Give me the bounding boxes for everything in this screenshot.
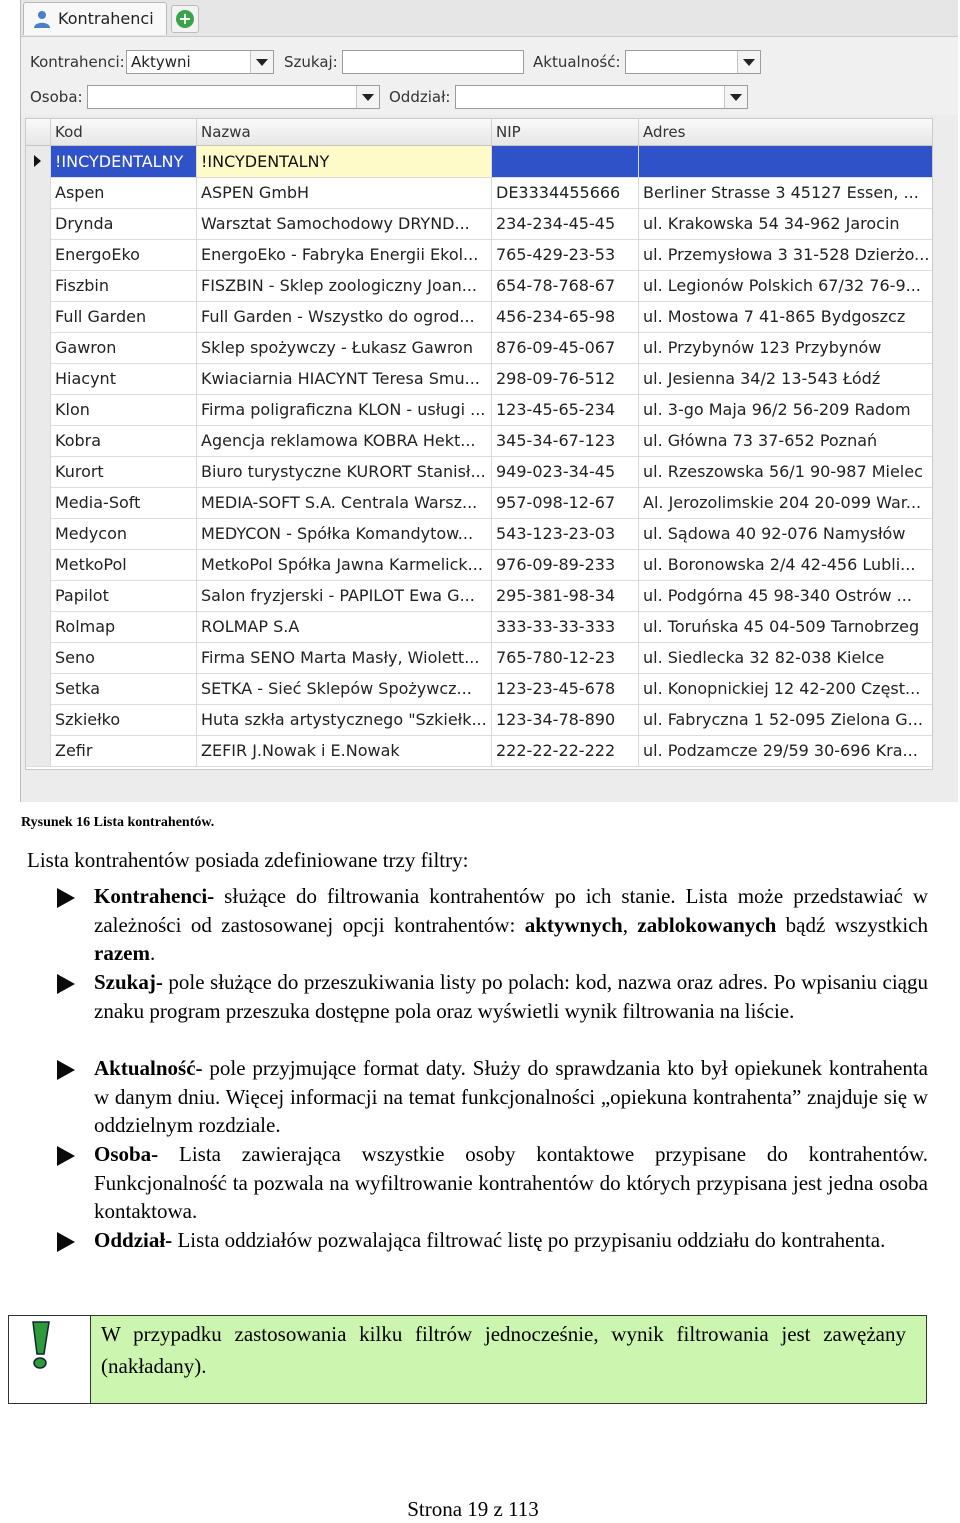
grid-cell[interactable]	[638, 394, 933, 425]
cell-text: FISZBIN - Sklep zoologiczny Joan...	[201, 276, 478, 295]
cell-text: 957-098-12-67	[496, 493, 616, 512]
cell-text: ul. Legionów Polskich 67/32 76-9...	[643, 276, 921, 295]
cell-text: 123-34-78-890	[496, 710, 616, 729]
tab-bar	[21, 0, 958, 36]
cell-text: Medycon	[55, 524, 127, 543]
szukaj-label: Szukaj:	[284, 53, 338, 71]
grid-cell[interactable]	[196, 642, 491, 673]
cell-text: ul. 3-go Maja 96/2 56-209 Radom	[643, 400, 911, 419]
grid-cell[interactable]	[50, 394, 196, 425]
grid-cell[interactable]	[638, 611, 933, 642]
tab-kontrahenci[interactable]	[23, 2, 167, 35]
grid-cell[interactable]	[491, 704, 638, 735]
table-row[interactable]	[26, 487, 932, 519]
row-header[interactable]	[26, 611, 51, 642]
cell-text: Klon	[55, 400, 90, 419]
grid-cell[interactable]	[196, 425, 491, 456]
row-header[interactable]	[26, 487, 51, 518]
cell-text: 234-234-45-45	[496, 214, 616, 233]
grid-cell[interactable]	[50, 611, 196, 642]
grid-cell[interactable]	[638, 146, 933, 177]
cell-text: Rolmap	[55, 617, 116, 636]
grid-cell[interactable]	[196, 611, 491, 642]
grid-cell[interactable]	[638, 301, 933, 332]
term: Aktualność-	[94, 1056, 203, 1080]
description: Lista oddziałów pozwalająca filtrować listę po przypisaniu oddziału do kontrahenta.	[172, 1228, 886, 1252]
cell-text: Agencja reklamowa KOBRA Hekt...	[201, 431, 476, 450]
cell-text: Huta szkła artystycznego "Szkiełk...	[201, 710, 487, 729]
grid-cell[interactable]	[491, 642, 638, 673]
table-row[interactable]	[26, 146, 932, 178]
list-item	[54, 1226, 928, 1283]
page-footer: Strona 19 z 113	[407, 1497, 539, 1521]
grid-cell[interactable]	[196, 580, 491, 611]
grid-cell[interactable]	[50, 332, 196, 363]
grid-cell[interactable]	[50, 456, 196, 487]
list-item	[54, 1054, 928, 1140]
table-row[interactable]	[26, 208, 932, 240]
osoba-label: Osoba:	[30, 88, 83, 106]
description: Lista zawierająca wszystkie osoby kontaktowe przypisane do kontrahentów. Funkcjonalność ta pozwala na wyfiltrowanie kontrahentów do których przypisana jest jedna osoba kontaktowa.	[94, 1142, 928, 1223]
cell-text: Gawron	[55, 338, 117, 357]
grid-cell[interactable]	[50, 673, 196, 704]
grid-cell[interactable]	[491, 673, 638, 704]
column-header-label: Kod	[55, 123, 83, 141]
cell-text: Warsztat Samochodowy DRYND...	[201, 214, 470, 233]
grid-cell[interactable]	[196, 673, 491, 704]
emphasis: razem	[94, 941, 150, 965]
grid-cell[interactable]	[50, 177, 196, 208]
cell-text: ul. Podgórna 45 98-340 Ostrów ...	[643, 586, 912, 605]
cell-text: MetkoPol Spółka Jawna Karmelick...	[201, 555, 483, 574]
cell-text: ul. Podzamcze 29/59 30-696 Kra...	[643, 741, 918, 760]
grid-cell[interactable]	[196, 270, 491, 301]
cell-text: !INCYDENTALNY	[201, 152, 330, 171]
bullet-arrow-icon	[57, 1146, 75, 1166]
grid-cell[interactable]	[638, 487, 933, 518]
grid-cell[interactable]	[50, 425, 196, 456]
row-header[interactable]	[26, 239, 51, 270]
grid-cell[interactable]	[196, 394, 491, 425]
cell-text: ul. Przybynów 123 Przybynów	[643, 338, 882, 357]
cell-text: Seno	[55, 648, 95, 667]
grid-cell[interactable]	[196, 146, 491, 177]
column-header-label: NIP	[496, 123, 521, 141]
cell-text: 876-09-45-067	[496, 338, 616, 357]
column-header-nazwa[interactable]	[196, 119, 491, 145]
table-row[interactable]	[26, 580, 932, 612]
bullet-arrow-icon	[57, 888, 75, 908]
cell-text: ul. Fabryczna 1 52-095 Zielona G...	[643, 710, 923, 729]
row-header[interactable]	[26, 394, 51, 425]
cell-text: 949-023-34-45	[496, 462, 616, 481]
cell-text: Fiszbin	[55, 276, 109, 295]
plus-icon: +	[176, 10, 194, 28]
grid-cell[interactable]	[491, 394, 638, 425]
grid-cell[interactable]	[638, 673, 933, 704]
column-header-label: Nazwa	[201, 123, 251, 141]
grid-cell[interactable]	[491, 487, 638, 518]
grid-cell[interactable]	[638, 456, 933, 487]
cell-text: Papilot	[55, 586, 109, 605]
grid-cell[interactable]	[491, 301, 638, 332]
chevron-down-icon[interactable]	[356, 86, 379, 108]
cell-text: ul. Rzeszowska 56/1 90-987 Mielec	[643, 462, 923, 481]
grid-cell[interactable]	[50, 146, 196, 177]
grid-cell[interactable]	[196, 704, 491, 735]
row-header[interactable]	[26, 735, 51, 766]
grid-cell[interactable]	[491, 177, 638, 208]
cell-text: Al. Jerozolimskie 204 20-099 War...	[643, 493, 922, 512]
column-header-adres[interactable]	[638, 119, 933, 145]
grid-header	[26, 119, 932, 146]
row-header[interactable]	[26, 177, 51, 208]
grid-cell[interactable]	[491, 549, 638, 580]
row-header-corner	[26, 119, 50, 145]
oddzial-label: Oddział:	[389, 88, 451, 106]
cell-text: MEDYCON - Spółka Komandytow...	[201, 524, 474, 543]
grid-cell[interactable]	[491, 425, 638, 456]
cell-text: ul. Krakowska 54 34-962 Jarocin	[643, 214, 900, 233]
add-tab-button[interactable]	[171, 5, 199, 33]
cell-text: Hiacynt	[55, 369, 116, 388]
cell-text: 543-123-23-03	[496, 524, 616, 543]
table-row[interactable]	[26, 549, 932, 581]
cell-text: 976-09-89-233	[496, 555, 616, 574]
table-row[interactable]	[26, 239, 932, 271]
grid-cell[interactable]	[196, 208, 491, 239]
cell-text: !INCYDENTALNY	[55, 152, 184, 171]
cell-text: ROLMAP S.A	[201, 617, 300, 636]
grid-cell[interactable]	[638, 332, 933, 363]
grid-cell[interactable]	[50, 239, 196, 270]
tab-label: Kontrahenci	[58, 9, 154, 28]
grid-cell[interactable]	[50, 704, 196, 735]
contractors-icon	[32, 9, 52, 29]
grid-cell[interactable]	[50, 518, 196, 549]
cell-text: Full Garden - Wszystko do ogrod...	[201, 307, 475, 326]
table-row[interactable]	[26, 673, 932, 705]
cell-text: ul. Sądowa 40 92-076 Namysłów	[643, 524, 906, 543]
grid-cell[interactable]	[638, 704, 933, 735]
oddzial-select[interactable]	[455, 85, 748, 109]
row-header[interactable]	[26, 456, 51, 487]
grid-cell[interactable]	[638, 239, 933, 270]
kontrahenci-value: Aktywni	[131, 53, 191, 71]
table-row[interactable]	[26, 270, 932, 302]
row-header[interactable]	[26, 301, 51, 332]
row-header[interactable]	[26, 146, 51, 177]
cell-text: 345-34-67-123	[496, 431, 616, 450]
cell-text: EnergoEko - Fabryka Energii Ekol...	[201, 245, 479, 264]
description: pole służące do przeszukiwania listy po polach: kod, nazwa oraz adres. Po wpisaniu ciągu znaku program przeszuka dostępne pola oraz wyświetli wynik filtrowania na liście.	[94, 970, 928, 1023]
cell-text: 123-45-65-234	[496, 400, 616, 419]
cell-text: Salon fryzjerski - PAPILOT Ewa G...	[201, 586, 475, 605]
grid-cell[interactable]	[491, 518, 638, 549]
cell-text: 765-429-23-53	[496, 245, 616, 264]
exclamation-icon	[25, 1320, 55, 1370]
figure-caption: Rysunek 16 Lista kontrahentów.	[21, 815, 215, 830]
kontrahenci-label: Kontrahenci:	[30, 53, 125, 71]
cell-text: ul. Siedlecka 32 82-038 Kielce	[643, 648, 885, 667]
cell-text: DE3334455666	[496, 183, 621, 202]
table-row[interactable]	[26, 363, 932, 395]
cell-text: Media-Soft	[55, 493, 141, 512]
description: pole przyjmujące format daty. Służy do sprawdzania kto był opiekunek kontrahenta w danym dniu. Więcej informacji na temat funkcjonalności „opiekuna kontrahenta” znajduje się w oddzielnym rozdziale.	[94, 1056, 928, 1137]
cell-text: SETKA - Sieć Sklepów Spożywcz...	[201, 679, 472, 698]
note-text: W przypadku zastosowania kilku filtrów jednocześnie, wynik filtrowania jest zawężany (nakładany).	[101, 1322, 906, 1378]
cell-text: 456-234-65-98	[496, 307, 616, 326]
osoba-select[interactable]	[87, 85, 380, 109]
table-row[interactable]	[26, 332, 932, 364]
cell-text: Kurort	[55, 462, 104, 481]
column-header-nip[interactable]	[491, 119, 638, 145]
description: służące do filtrowania kontrahentów po ich stanie. Lista może przedstawiać w zależności od zastosowanej opcji kontrahentów:	[94, 884, 928, 937]
grid-cell[interactable]	[50, 642, 196, 673]
cell-text: 295-381-98-34	[496, 586, 616, 605]
list-item	[54, 1140, 928, 1226]
grid-cell[interactable]	[638, 177, 933, 208]
cell-text: 654-78-768-67	[496, 276, 616, 295]
table-row[interactable]	[26, 456, 932, 488]
search-input[interactable]	[342, 50, 524, 74]
cell-text: Szkiełko	[55, 710, 121, 729]
grid-cell[interactable]	[196, 177, 491, 208]
row-header[interactable]	[26, 332, 51, 363]
list-item	[54, 968, 928, 1054]
grid-cell[interactable]	[196, 239, 491, 270]
row-header[interactable]	[26, 642, 51, 673]
cell-text: ul. Konopnickiej 12 42-200 Częst...	[643, 679, 921, 698]
grid-cell[interactable]	[638, 518, 933, 549]
row-header[interactable]	[26, 673, 51, 704]
note-icon-cell	[9, 1316, 91, 1403]
table-row[interactable]	[26, 394, 932, 426]
note-box	[8, 1315, 927, 1404]
grid-cell[interactable]	[196, 549, 491, 580]
cell-text: 765-780-12-23	[496, 648, 616, 667]
chevron-down-icon[interactable]	[737, 51, 760, 73]
cell-text: Firma poligraficzna KLON - usługi ...	[201, 400, 486, 419]
table-row[interactable]	[26, 642, 932, 674]
description: bądź wszystkich	[776, 912, 929, 937]
table-row[interactable]	[26, 704, 932, 736]
cell-text: Biuro turystyczne KURORT Stanisł...	[201, 462, 486, 481]
grid-cell[interactable]	[50, 301, 196, 332]
column-header-kod[interactable]	[50, 119, 196, 145]
grid-cell[interactable]	[491, 456, 638, 487]
emphasis: zablokowanych	[637, 912, 777, 937]
table-row[interactable]	[26, 301, 932, 333]
grid-cell[interactable]	[196, 487, 491, 518]
grid-cell[interactable]	[196, 518, 491, 549]
intro-paragraph: Lista kontrahentów posiada zdefiniowane trzy filtry:	[27, 848, 469, 872]
current-row-pointer-icon	[34, 155, 41, 167]
row-header[interactable]	[26, 270, 51, 301]
bullet-arrow-icon	[57, 974, 75, 994]
grid-cell[interactable]	[638, 580, 933, 611]
row-header[interactable]	[26, 425, 51, 456]
cell-text: Setka	[55, 679, 101, 698]
grid-cell[interactable]	[638, 208, 933, 239]
grid-cell[interactable]	[50, 549, 196, 580]
grid-cell[interactable]	[491, 580, 638, 611]
cell-text: 333-33-33-333	[496, 617, 616, 636]
cell-text: ul. Mostowa 7 41-865 Bydgoszcz	[643, 307, 906, 326]
grid-cell[interactable]	[50, 270, 196, 301]
kontrahenci-select[interactable]	[126, 50, 274, 74]
cell-text: MEDIA-SOFT S.A. Centrala Warsz...	[201, 493, 478, 512]
cell-text: Drynda	[55, 214, 114, 233]
grid-cell[interactable]	[491, 363, 638, 394]
table-row[interactable]	[26, 177, 932, 209]
table-row[interactable]	[26, 611, 932, 643]
cell-text: MetkoPol	[55, 555, 127, 574]
grid-cell[interactable]	[638, 735, 933, 766]
grid-cell[interactable]	[491, 146, 638, 177]
row-header[interactable]	[26, 549, 51, 580]
grid-cell[interactable]	[196, 456, 491, 487]
term: Osoba-	[94, 1142, 159, 1166]
grid-cell[interactable]	[638, 270, 933, 301]
note-text-cell	[91, 1316, 926, 1403]
table-row[interactable]	[26, 518, 932, 550]
grid-cell[interactable]	[638, 363, 933, 394]
cell-text: EnergoEko	[55, 245, 140, 264]
grid-cell[interactable]	[491, 239, 638, 270]
cell-text: Firma SENO Marta Masły, Wiolett...	[201, 648, 480, 667]
aktualnosc-date-picker[interactable]	[625, 50, 761, 74]
cell-text: ul. Jesienna 34/2 13-543 Łódź	[643, 369, 881, 388]
column-header-label: Adres	[643, 123, 686, 141]
grid-cell[interactable]	[196, 735, 491, 766]
term: Oddział-	[94, 1228, 173, 1252]
cell-text: Sklep spożywczy - Łukasz Gawron	[201, 338, 473, 357]
row-header[interactable]	[26, 208, 51, 239]
cell-text: ul. Główna 73 37-652 Poznań	[643, 431, 878, 450]
bullet-arrow-icon	[57, 1232, 75, 1252]
row-header[interactable]	[26, 363, 51, 394]
grid-cell[interactable]	[638, 425, 933, 456]
emphasis: aktywnych	[524, 912, 623, 937]
term: Szukaj-	[94, 970, 163, 994]
cell-text: ZEFIR J.Nowak i E.Nowak	[201, 741, 400, 760]
list-item	[54, 882, 928, 968]
grid-cell[interactable]	[491, 270, 638, 301]
grid-cell[interactable]	[491, 611, 638, 642]
chevron-down-icon[interactable]	[250, 51, 273, 73]
cell-text: Full Garden	[55, 307, 147, 326]
cell-text: Zefir	[55, 741, 93, 760]
cell-text: Aspen	[55, 183, 105, 202]
grid-cell[interactable]	[50, 735, 196, 766]
cell-text: Kobra	[55, 431, 102, 450]
cell-text: 123-23-45-678	[496, 679, 616, 698]
cell-text: ASPEN GmbH	[201, 183, 310, 202]
cell-text: 222-22-22-222	[496, 741, 616, 760]
row-header[interactable]	[26, 580, 51, 611]
table-row[interactable]	[26, 735, 932, 767]
grid-cell[interactable]	[638, 549, 933, 580]
row-header[interactable]	[26, 704, 51, 735]
grid-cell[interactable]	[491, 208, 638, 239]
cell-text: 298-09-76-512	[496, 369, 616, 388]
term: Kontrahenci-	[94, 884, 215, 908]
description: ,	[622, 912, 638, 937]
grid-cell[interactable]	[196, 363, 491, 394]
aktualnosc-label: Aktualność:	[533, 53, 621, 71]
filter-description-list	[54, 882, 928, 1283]
grid-cell[interactable]	[50, 487, 196, 518]
grid-cell[interactable]	[491, 735, 638, 766]
grid-cell[interactable]	[196, 301, 491, 332]
grid-cell[interactable]	[491, 332, 638, 363]
cell-text: ul. Boronowska 2/4 42-456 Lubli...	[643, 555, 916, 574]
cell-text: ul. Przemysłowa 3 31-528 Dzierżo...	[643, 245, 930, 264]
grid-cell[interactable]	[196, 332, 491, 363]
row-header[interactable]	[26, 518, 51, 549]
grid-cell[interactable]	[638, 642, 933, 673]
filter-bar	[21, 36, 958, 115]
bullet-arrow-icon	[57, 1060, 75, 1080]
grid-cell[interactable]	[50, 363, 196, 394]
table-row[interactable]	[26, 425, 932, 457]
cell-text: Berliner Strasse 3 45127 Essen, ...	[643, 183, 919, 202]
contractors-grid	[25, 118, 933, 770]
contractors-window	[20, 0, 958, 802]
cell-text: ul. Toruńska 45 04-509 Tarnobrzeg	[643, 617, 920, 636]
grid-cell[interactable]	[50, 580, 196, 611]
chevron-down-icon[interactable]	[724, 86, 747, 108]
grid-cell[interactable]	[50, 208, 196, 239]
cell-text: Kwiaciarnia HIACYNT Teresa Smu...	[201, 369, 480, 388]
description: .	[149, 941, 156, 965]
